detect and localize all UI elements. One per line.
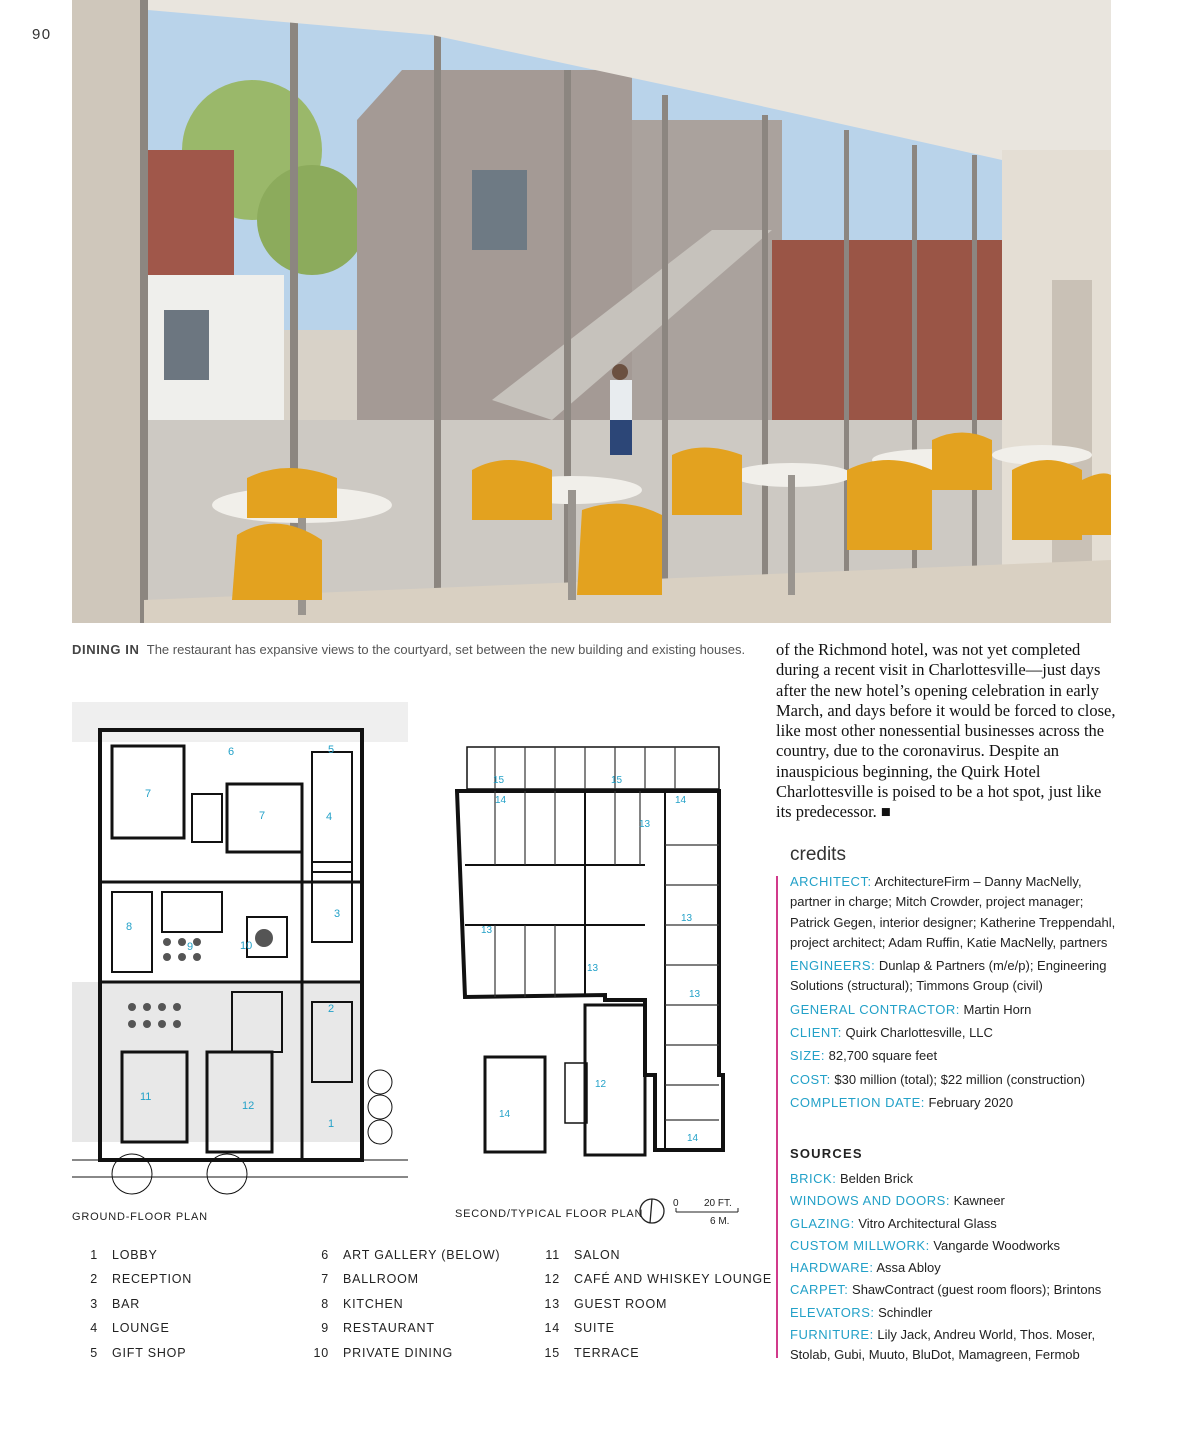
scale-meters: 6 M. [710, 1216, 730, 1227]
source-key: ELEVATORS: [790, 1304, 875, 1320]
plan-number: 7 [259, 810, 266, 822]
plan-number: 12 [242, 1100, 255, 1112]
source-value: Lily Jack, Andreu World, Thos. Moser, Stolab, Gubi, Muuto, BluDot, Mamagreen, Fermob [790, 1327, 1096, 1363]
credit-value: Martin Horn [963, 1001, 1032, 1017]
second-floor-plan [455, 745, 725, 1170]
plan-number: 6 [228, 746, 235, 758]
source-key: FURNITURE: [790, 1327, 874, 1343]
plan-number: 9 [187, 941, 194, 953]
plan-number: 1 [328, 1118, 335, 1130]
source-value: Schindler [878, 1304, 933, 1320]
source-row [790, 1325, 1120, 1365]
legend-item: 1 LOBBY [90, 1248, 158, 1262]
credit-value: Quirk Charlottesville, LLC [845, 1025, 993, 1041]
credit-value: 82,700 square feet [828, 1048, 938, 1064]
photo-caption [72, 642, 772, 657]
plan-number: 13 [681, 913, 693, 924]
legend-item: 11 SALON [545, 1248, 621, 1262]
plan-number: 10 [240, 940, 253, 952]
legend-item: 3 BAR [90, 1296, 141, 1311]
source-key: BRICK: [790, 1171, 837, 1186]
plan-number: 15 [611, 775, 623, 786]
credit-key: ARCHITECT: [790, 874, 872, 889]
caption-text: The restaurant has expansive views to the courtyard, set between the new building and existing houses. [146, 642, 746, 657]
credit-key: COMPLETION DATE: [790, 1094, 925, 1110]
scale-feet: 20 FT. [704, 1198, 732, 1209]
source-key: HARDWARE: [790, 1260, 874, 1276]
page-number: 90 [32, 26, 52, 43]
credits-title: credits [790, 844, 846, 865]
legend-item: 7 BALLROOM [321, 1272, 419, 1287]
sources-title: SOURCES [790, 1146, 863, 1161]
source-row [790, 1214, 1120, 1234]
credit-value: Dunlap & Partners (m/e/p); Engineering Solutions (structural); Timmons Group (civil) [790, 958, 1107, 994]
source-row [790, 1258, 1120, 1278]
credit-key: GENERAL CONTRACTOR: [790, 1001, 960, 1017]
credit-contractor [790, 1000, 1120, 1020]
credit-key: COST: [790, 1071, 831, 1087]
ground-plan-label: GROUND-FLOOR PLAN [72, 1211, 208, 1223]
legend-item: 13 GUEST ROOM [544, 1296, 668, 1311]
source-row [790, 1303, 1120, 1323]
restaurant-photo [72, 0, 1111, 623]
legend-item: 12 CAFÉ AND WHISKEY LOUNGE [544, 1272, 773, 1287]
plan-number: 2 [328, 1003, 335, 1015]
caption-lead: DINING IN [72, 642, 140, 657]
legend-column-1 [76, 1248, 192, 1370]
source-key: CUSTOM MILLWORK: [790, 1237, 930, 1253]
legend-item: 8 KITCHEN [321, 1296, 404, 1311]
source-row [790, 1280, 1120, 1300]
credit-cost [790, 1070, 1120, 1090]
legend-item: 6 ART GALLERY (BELOW) [321, 1248, 501, 1262]
credit-completion [790, 1093, 1120, 1113]
credit-engineers [790, 956, 1120, 997]
source-key: CARPET: [790, 1282, 849, 1298]
source-value: Vangarde Woodworks [933, 1237, 1061, 1253]
source-value: ShawContract (guest room floors); Brintons [852, 1282, 1102, 1298]
sources-list [790, 1169, 1120, 1367]
legend-item: 5 GIFT SHOP [90, 1345, 187, 1360]
legend-item: 14 SUITE [544, 1321, 615, 1336]
second-plan-label: SECOND/TYPICAL FLOOR PLAN [455, 1208, 644, 1220]
credit-key: ENGINEERS: [790, 958, 876, 974]
credit-size [790, 1046, 1120, 1066]
credit-value: $30 million (total); $22 million (construction) [834, 1071, 1086, 1087]
legend-item: 10 PRIVATE DINING [313, 1345, 454, 1360]
legend-column-2 [307, 1248, 500, 1370]
article-body-text: of the Richmond hotel, was not yet completed during a recent visit in Charlottesville—just days after the new hotel’s opening celebration in early March, and days before it would be forced to close, like most other nonessential businesses across the country, due to the coronavirus. Despite an inauspicious beginning, the Quirk Hotel Charlottesville is poised to be a hot spot, just like its predecessor. ■ [776, 640, 1116, 822]
plan-number: 13 [689, 989, 701, 1000]
legend-item: 9 RESTAURANT [321, 1321, 435, 1336]
plan-number: 13 [639, 819, 651, 830]
legend-item: 15 TERRACE [544, 1345, 640, 1360]
credit-key: CLIENT: [790, 1025, 842, 1041]
legend-item: 2 RECEPTION [90, 1272, 193, 1287]
scale-zero: 0 [673, 1198, 679, 1209]
source-key: WINDOWS AND DOORS: [790, 1193, 950, 1209]
scale-bar [636, 1196, 746, 1233]
plan-number: 4 [326, 811, 333, 823]
credits-list [790, 872, 1120, 1116]
plan-number: 13 [481, 925, 493, 936]
plan-number: 7 [145, 788, 152, 800]
source-value: Vitro Architectural Glass [858, 1215, 997, 1231]
plan-number: 11 [140, 1091, 152, 1103]
source-row [790, 1169, 1120, 1189]
credits-rule [776, 876, 778, 1358]
plan-number: 13 [587, 963, 599, 974]
source-value: Belden Brick [839, 1171, 913, 1186]
plan-number: 14 [495, 795, 507, 806]
plan-number: 14 [675, 795, 687, 806]
legend-column-3 [538, 1248, 772, 1370]
plan-number: 14 [499, 1109, 511, 1120]
credit-value: ArchitectureFirm – Danny MacNelly, partner in charge; Mitch Crowder, project manager; Patrick Gegen, interior designer; Katherine Treppendahl, project architect; Adam Ruffin, Katie MacNelly, partners [790, 874, 1116, 950]
plan-number: 14 [687, 1133, 699, 1144]
credit-key: SIZE: [790, 1048, 826, 1064]
plan-number: 3 [334, 908, 341, 920]
source-key: GLAZING: [790, 1215, 855, 1231]
source-row [790, 1236, 1120, 1256]
credit-architect [790, 872, 1120, 953]
plan-number: 5 [328, 744, 335, 756]
credit-value: February 2020 [928, 1094, 1014, 1110]
plan-number: 8 [126, 921, 133, 933]
source-value: Assa Abloy [876, 1260, 941, 1276]
plan-number: 15 [493, 775, 505, 786]
plan-number: 12 [595, 1079, 607, 1090]
ground-floor-plan [72, 702, 408, 1198]
source-value: Kawneer [953, 1193, 1005, 1209]
legend-item: 4 LOUNGE [90, 1321, 170, 1336]
credit-client [790, 1023, 1120, 1043]
source-row [790, 1191, 1120, 1211]
